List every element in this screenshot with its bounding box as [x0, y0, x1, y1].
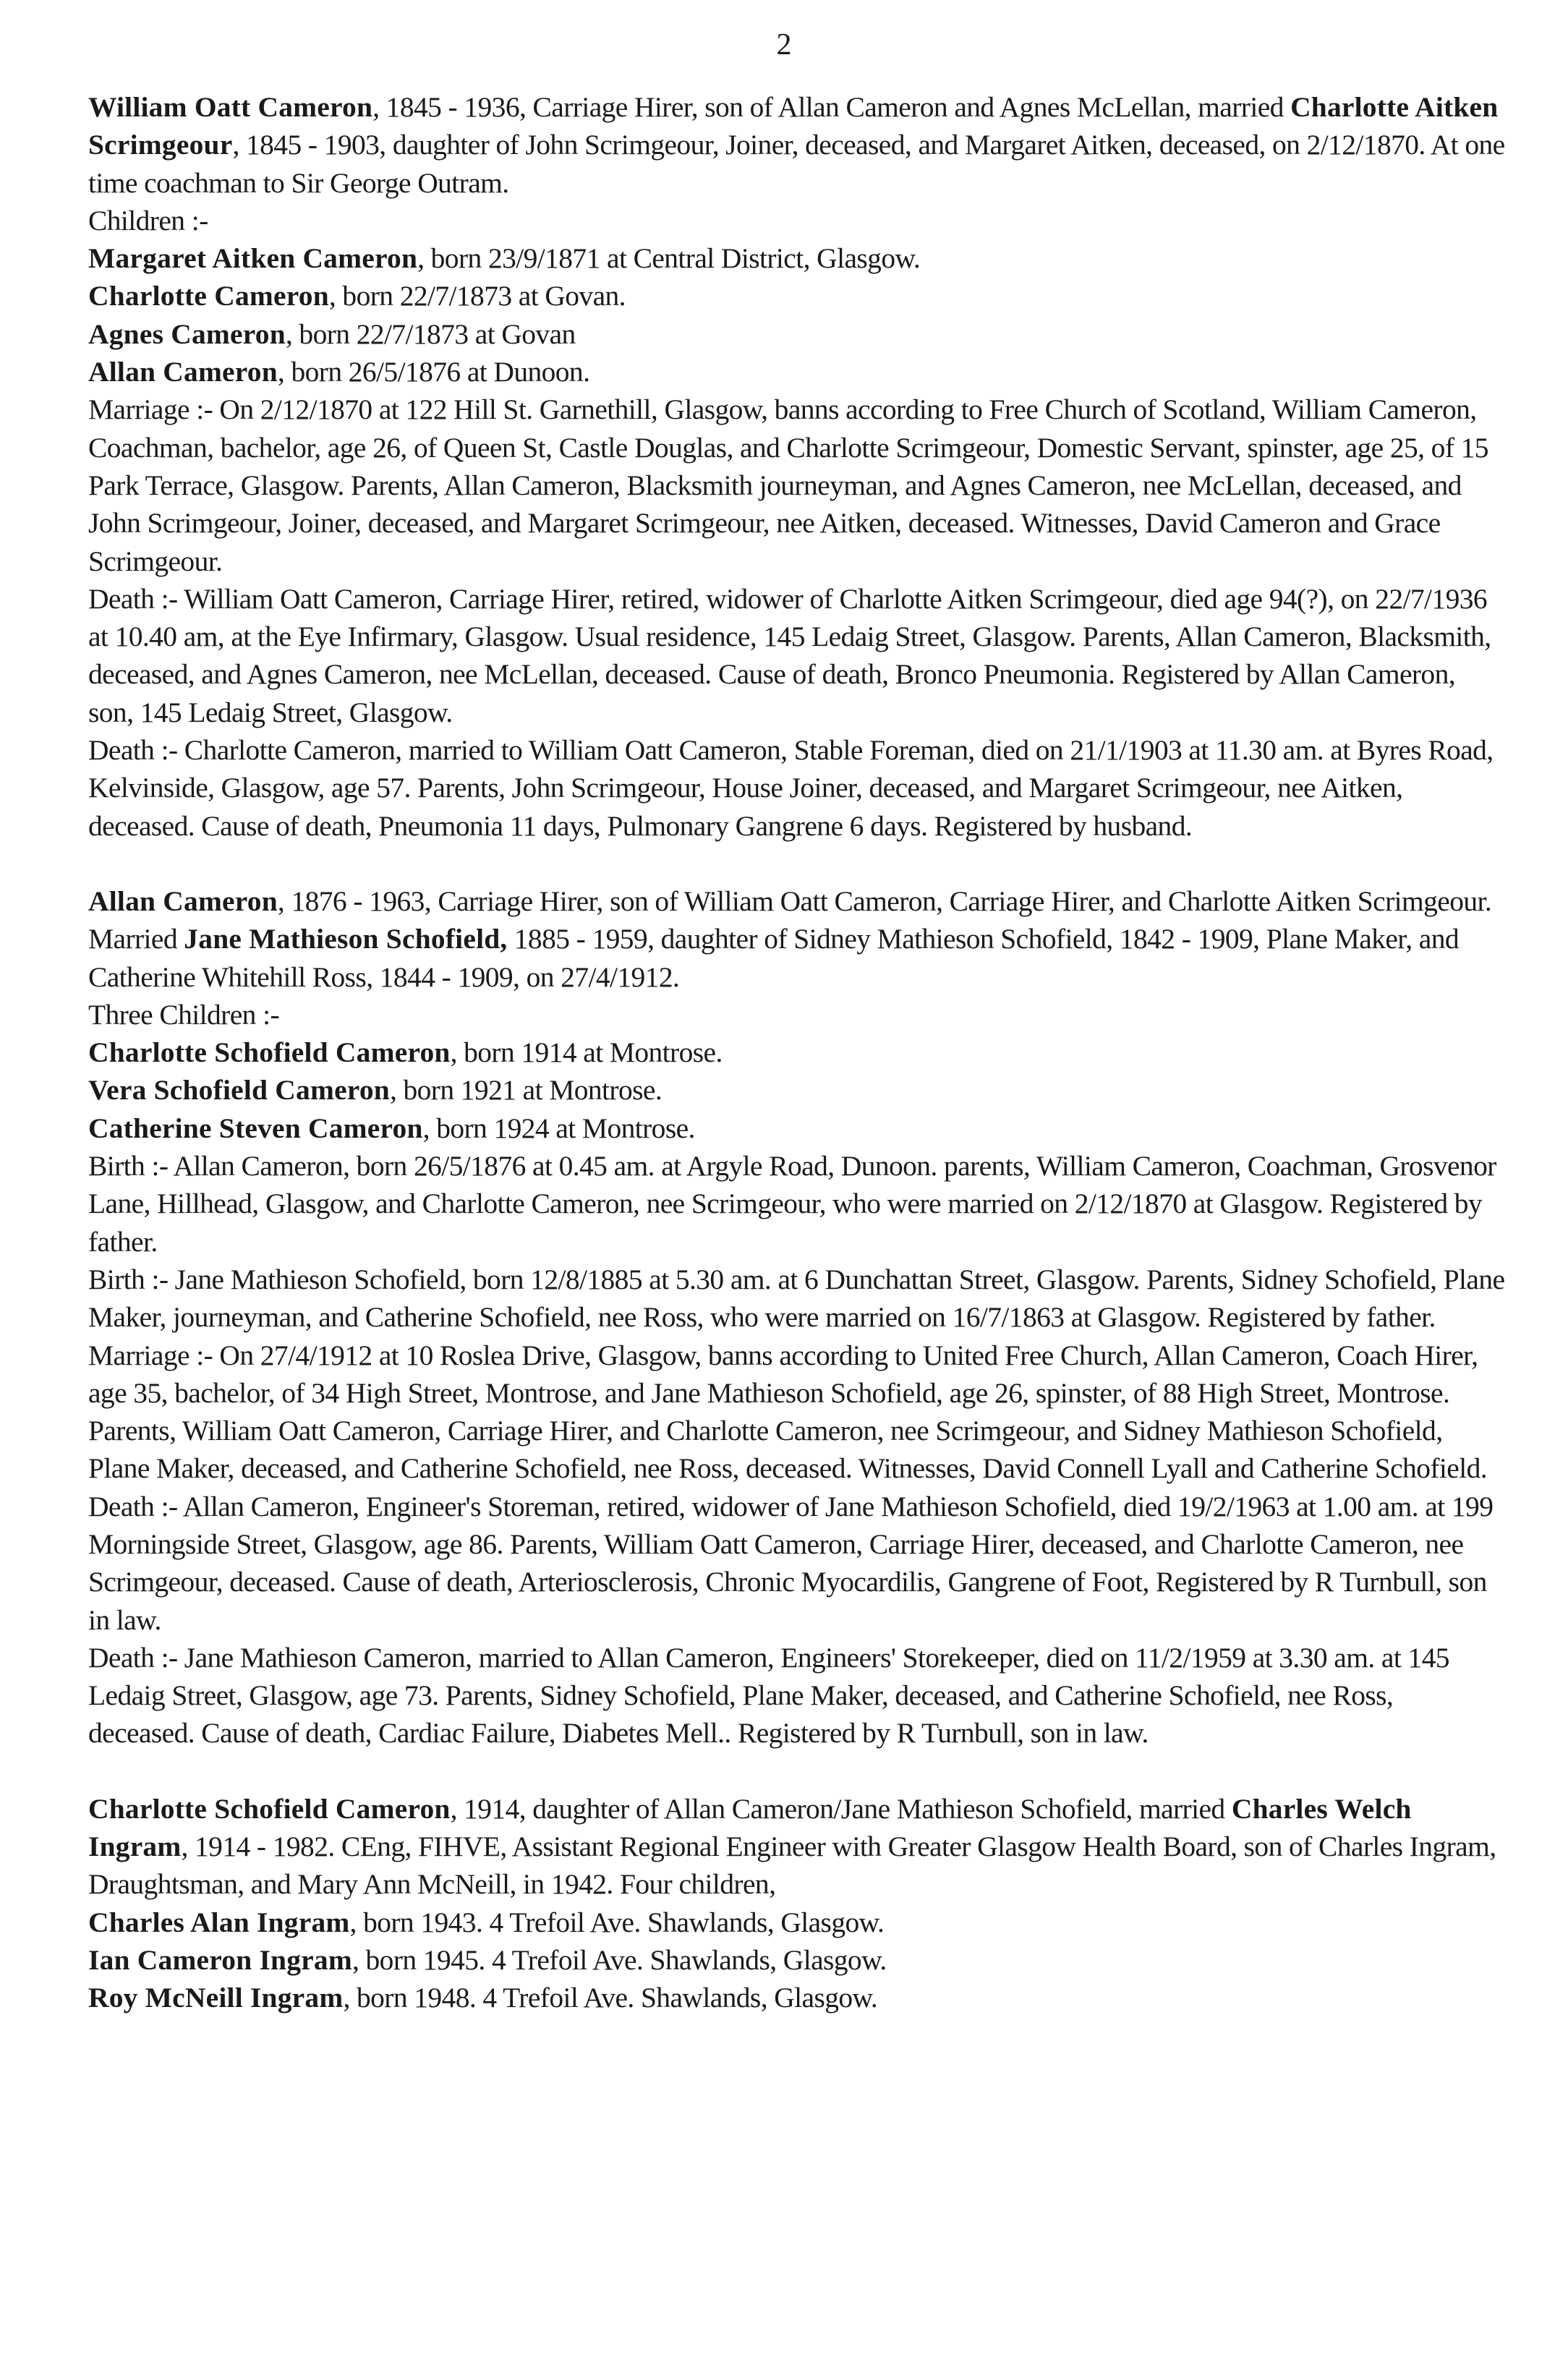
family-intro-paragraph [88, 882, 1506, 996]
page-number: 2 [776, 28, 792, 61]
child-entry [88, 1979, 1506, 2016]
text-run: , 1914, daughter of Allan Cameron/Jane Mathieson Schofield, married [450, 1792, 1232, 1825]
text-run: Death :- Charlotte Cameron, married to William Oatt Cameron, Stable Foreman, died on 21/1/1903 at 11.30 am. at Byres Road, Kelvinside, Glasgow, age 57. Parents, John Scrimgeour, House Joiner, deceased, and Margaret Scrimgeour, nee Aitken, deceased. Cause of death, Pneumonia 11 days, Pulmonary Gangrene 6 days. Registered by husband. [88, 734, 1494, 842]
text-run: Marriage :- On 27/4/1912 at 10 Roslea Drive, Glasgow, banns according to United Free Church, Allan Cameron, Coach Hirer, age 35, bachelor, of 34 High Street, Montrose, and Jane Mathieson Schofield, age 26, spinster, of 88 High Street, Montrose. Parents, William Oatt Cameron, Carriage Hirer, and Charlotte Cameron, nee Scrimgeour, and Sidney Mathieson Schofield, Plane Maker, deceased, and Catherine Schofield, nee Ross, deceased. Witnesses, David Connell Lyall and Catherine Schofield. [88, 1339, 1488, 1485]
text-run: , born 1943. 4 Trefoil Ave. Shawlands, Glasgow. [349, 1906, 885, 1938]
text-run: , born 1924 at Montrose. [422, 1112, 695, 1144]
person-name: Charlotte Schofield Cameron [88, 1036, 451, 1069]
text-run: , 1914 - 1982. CEng, FIHVE, Assistant Regional Engineer with Greater Glasgow Health Board, son of Charles Ingram, Draughtsman, and Mary Ann McNeill, in 1942. Four children, [88, 1831, 1496, 1901]
text-run: , born 23/9/1871 at Central District, Glasgow. [417, 242, 921, 275]
text-run: Birth :- Jane Mathieson Schofield, born 12/8/1885 at 5.30 am. at 6 Dunchattan Street, Glasgow. Parents, Sidney Schofield, Plane Maker, journeyman, and Catherine Schofield, nee Ross, who were married on 16/7/1863 at Glasgow. Registered by father. [88, 1263, 1505, 1334]
record-paragraph [88, 391, 1506, 579]
text-run: , born 1948. 4 Trefoil Ave. Shawlands, Glasgow. [343, 1982, 878, 2014]
person-name: Allan Cameron [88, 885, 278, 917]
child-entry [88, 1109, 1506, 1147]
section-gap [88, 1752, 1506, 1790]
child-entry [88, 277, 1506, 315]
child-entry [88, 1941, 1506, 1979]
record-paragraph [88, 731, 1506, 845]
text-run: Death :- Allan Cameron, Engineer's Storeman, retired, widower of Jane Mathieson Schofield, died 19/2/1963 at 1.00 am. at 199 Morningside Street, Glasgow, age 86. Parents, William Oatt Cameron, Carriage Hirer, deceased, and Charlotte Cameron, nee Scrimgeour, deceased. Cause of death, Arteriosclerosis, Chronic Myocardilis, Gangrene of Foot, Registered by R Turnbull, son in law. [88, 1490, 1494, 1636]
person-name: Charlotte Aitken Scrimgeour [88, 91, 1499, 161]
record-paragraph [88, 1147, 1506, 1261]
person-name: Agnes Cameron [88, 318, 286, 350]
text-run: Children :- [88, 204, 208, 236]
person-name: Charles Welch Ingram [88, 1792, 1412, 1863]
text-run: , born 26/5/1876 at Dunoon. [277, 356, 590, 388]
text-run: , born 22/7/1873 at Govan [285, 318, 576, 350]
person-name: Catherine Steven Cameron [88, 1112, 423, 1144]
record-paragraph [88, 580, 1506, 731]
family-section [88, 1790, 1506, 2017]
child-entry [88, 1034, 1506, 1071]
record-paragraph [88, 1337, 1506, 1488]
person-name: William Oatt Cameron [88, 91, 373, 123]
person-name: Roy McNeill Ingram [88, 1982, 344, 2014]
person-name: Allan Cameron [88, 356, 278, 388]
family-section [88, 88, 1506, 845]
child-entry [88, 1904, 1506, 1941]
text-run: Death :- William Oatt Cameron, Carriage Hirer, retired, widower of Charlotte Aitken Scrimgeour, died age 94(?), on 22/7/1936 at 10.40 am, at the Eye Infirmary, Glasgow. Usual residence, 145 Ledaig Street, Glasgow. Parents, Allan Cameron, Blacksmith, deceased, and Agnes Cameron, nee McLellan, deceased. Cause of death, Bronco Pneumonia. Registered by Allan Cameron, son, 145 Ledaig Street, Glasgow. [88, 582, 1491, 728]
text-run: Birth :- Allan Cameron, born 26/5/1876 at 0.45 am. at Argyle Road, Dunoon. parents, William Cameron, Coachman, Grosvenor Lane, Hillhead, Glasgow, and Charlotte Cameron, nee Scrimgeour, who were married on 2/12/1870 at Glasgow. Registered by father. [88, 1150, 1496, 1258]
person-name: Charles Alan Ingram [88, 1906, 350, 1938]
child-entry [88, 353, 1506, 391]
document-body [88, 88, 1506, 2017]
person-name: Vera Schofield Cameron [88, 1074, 390, 1107]
family-intro-paragraph [88, 88, 1506, 202]
person-name: Margaret Aitken Cameron [88, 242, 418, 275]
record-paragraph [88, 1488, 1506, 1639]
section-gap [88, 845, 1506, 882]
text-run: , 1845 - 1936, Carriage Hirer, son of Allan Cameron and Agnes McLellan, married [372, 91, 1291, 123]
family-intro-paragraph [88, 1790, 1506, 1904]
text-run: 1885 - 1959, daughter of Sidney Mathieson Schofield, 1842 - 1909, Plane Maker, and Catherine Whitehill Ross, 1844 - 1909, on 27/4/1912. [88, 923, 1460, 993]
child-entry [88, 315, 1506, 353]
text-run: , born 22/7/1873 at Govan. [328, 280, 626, 312]
child-entry [88, 239, 1506, 277]
person-name: Ian Cameron Ingram [88, 1943, 352, 1976]
record-paragraph [88, 1639, 1506, 1752]
text-run: , 1845 - 1903, daughter of John Scrimgeour, Joiner, deceased, and Margaret Aitken, deceased, on 2/12/1870. At one time coachman to Sir George Outram. [88, 129, 1505, 199]
person-name: Jane Mathieson Schofield, [184, 923, 508, 955]
text-run: , born 1945. 4 Trefoil Ave. Shawlands, Glasgow. [351, 1943, 887, 1976]
text-run: Death :- Jane Mathieson Cameron, married to Allan Cameron, Engineers' Storekeeper, died on 11/2/1959 at 3.30 am. at 145 Ledaig Street, Glasgow, age 73. Parents, Sidney Schofield, Plane Maker, deceased, and Catherine Schofield, nee Ross, deceased. Cause of death, Cardiac Failure, Diabetes Mell.. Registered by R Turnbull, son in law. [88, 1641, 1449, 1750]
person-name: Charlotte Schofield Cameron [88, 1792, 451, 1825]
text-run: Three Children :- [88, 998, 280, 1031]
child-entry [88, 1071, 1506, 1109]
family-section [88, 882, 1506, 1752]
record-paragraph [88, 1261, 1506, 1337]
label-line [88, 202, 1506, 239]
label-line [88, 996, 1506, 1034]
text-run: , born 1914 at Montrose. [450, 1036, 723, 1069]
person-name: Charlotte Cameron [88, 280, 329, 312]
text-run: Marriage :- On 2/12/1870 at 122 Hill St. Garnethill, Glasgow, banns according to Free Church of Scotland, William Cameron, Coachman, bachelor, age 26, of Queen St, Castle Douglas, and Charlotte Scrimgeour, Domestic Servant, spinster, age 25, of 15 Park Terrace, Glasgow. Parents, Allan Cameron, Blacksmith journeyman, and Agnes Cameron, nee McLellan, deceased, and John Scrimgeour, Joiner, deceased, and Margaret Scrimgeour, nee Aitken, deceased. Witnesses, David Cameron and Grace Scrimgeour. [88, 393, 1488, 577]
text-run: , 1876 - 1963, Carriage Hirer, son of William Oatt Cameron, Carriage Hirer, and Charlotte Aitken Scrimgeour. Married [88, 885, 1492, 955]
text-run: , born 1921 at Montrose. [389, 1074, 662, 1107]
